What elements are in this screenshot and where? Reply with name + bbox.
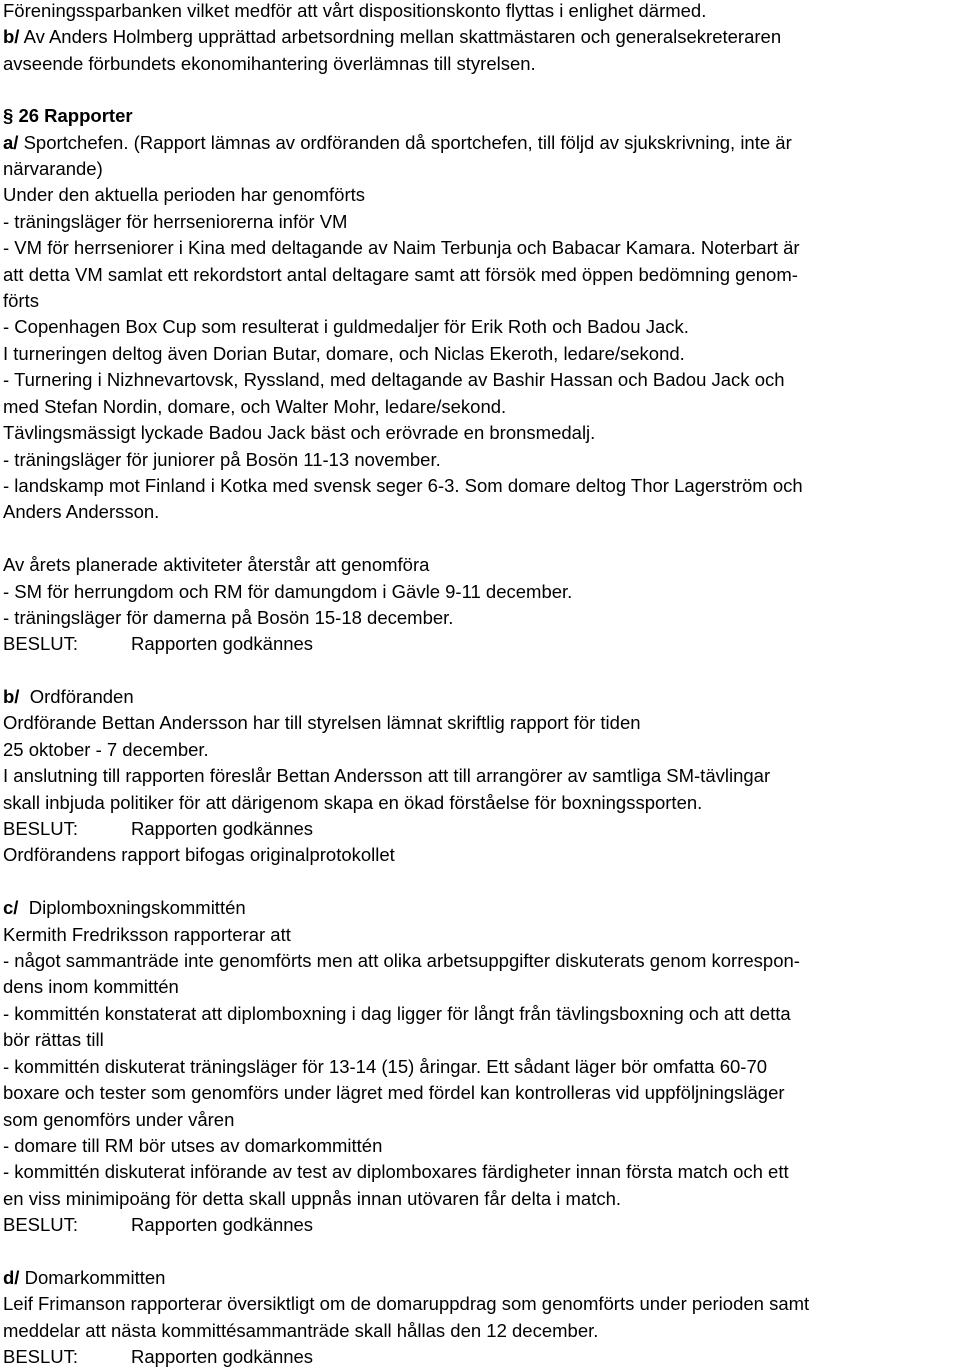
decision-label: BESLUT: [3,1346,79,1367]
decision-text: Rapporten godkännes [131,1214,314,1235]
text-line: - Copenhagen Box Cup som resulterat i guldmedaljer för Erik Roth och Badou Jack. [3,316,689,337]
text-line: Under den aktuella perioden har genomförts [3,184,366,205]
text-line: närvarande) [3,158,103,179]
decision-text: Rapporten godkännes [131,1346,314,1367]
text-line: med Stefan Nordin, domare, och Walter Mohr, ledare/sekond. [3,396,507,417]
item-title: Sportchefen. [18,132,129,153]
text-line [3,26,781,48]
item-text: Av Anders Holmberg upprättad arbetsordning mellan skattmästaren och generalsekreteraren [19,26,782,47]
decision-text: Rapporten godkännes [131,633,314,654]
text-line: - kommittén diskuterat införande av test av diplomboxares färdigheter innan första match och ett [3,1161,789,1182]
item-label-b: b/ [3,26,20,47]
text-line: Ordförande Bettan Andersson har till styrelsen lämnat skriftlig rapport för tiden [3,712,641,733]
item-text: (Rapport lämnas av ordföranden då sportchefen, till följd av sjukskrivning, inte är [128,132,792,153]
text-line [3,686,134,708]
text-line: meddelar att nästa kommittésammanträde skall hållas den 12 december. [3,1320,599,1341]
text-line [3,1267,165,1289]
decision-line [3,818,313,840]
text-line: - SM för herrungdom och RM för damungdom i Gävle 9-11 december. [3,581,573,602]
text-line: - VM för herrseniorer i Kina med deltagande av Naim Terbunja och Babacar Kamara. Noterbart är [3,237,800,258]
text-line: Föreningssparbanken vilket medför att vårt dispositionskonto flyttas i enlighet därmed. [3,0,707,21]
decision-label: BESLUT: [3,633,79,654]
decision-line [3,1346,313,1368]
text-line: Anders Andersson. [3,501,160,522]
text-line: Tävlingsmässigt lyckade Badou Jack bäst och erövrade en bronsmedalj. [3,422,596,443]
item-label-a: a/ [3,132,19,153]
text-line: - kommittén konstaterat att diplomboxning i dag ligger för långt från tävlingsboxning och att detta [3,1003,791,1024]
text-line: att detta VM samlat ett rekordstort antal deltagare samt att försök med öppen bedömning genom- [3,264,798,285]
item-label-c: c/ [3,897,19,918]
text-line: - träningsläger för juniorer på Bosön 11-13 november. [3,449,441,470]
text-line: Av årets planerade aktiviteter återstår att genomföra [3,554,430,575]
section-heading [3,105,133,127]
text-line: - träningsläger för herrseniorerna inför VM [3,211,348,232]
text-line [3,132,792,154]
text-line: - domare till RM bör utses av domarkommittén [3,1135,383,1156]
text-line: Leif Frimanson rapporterar översiktligt om de domaruppdrag som genomförts under perioden samt [3,1293,810,1314]
text-line: Ordförandens rapport bifogas originalprotokollet [3,844,395,865]
decision-line [3,1214,313,1236]
text-line [3,897,246,919]
text-line: förts [3,290,39,311]
text-line: bör rättas till [3,1029,104,1050]
text-line: boxare och tester som genomförs under lägret med fördel kan kontrolleras vid uppföljningsläger [3,1082,785,1103]
decision-text: Rapporten godkännes [131,818,314,839]
section-title: 26 Rapporter [18,105,133,126]
text-line: en viss minimipoäng för detta skall uppnås innan utövaren får delta i match. [3,1188,622,1209]
text-line: Kermith Fredriksson rapporterar att [3,924,291,945]
item-title: Domarkommitten [19,1267,166,1288]
text-line: skall inbjuda politiker för att därigenom skapa en ökad förståelse för boxningssporten. [3,792,703,813]
text-line: som genomförs under våren [3,1109,235,1130]
item-label-d: d/ [3,1267,20,1288]
item-title: Diplomboxningskommittén [18,897,246,918]
text-line: - Turnering i Nizhnevartovsk, Ryssland, med deltagande av Bashir Hassan och Badou Jack och [3,369,785,390]
item-title: Ordföranden [19,686,134,707]
text-line: - träningsläger för damerna på Bosön 15-18 december. [3,607,454,628]
text-line: - något sammanträde inte genomförts men att olika arbetsuppgifter diskuterats genom korrespon- [3,950,800,971]
decision-label: BESLUT: [3,818,79,839]
decision-line [3,633,313,655]
item-label-b: b/ [3,686,20,707]
text-line: avseende förbundets ekonomihantering överlämnas till styrelsen. [3,53,536,74]
text-line: I turneringen deltog även Dorian Butar, domare, och Niclas Ekeroth, ledare/sekond. [3,343,685,364]
section-mark: § [3,105,14,126]
text-line: dens inom kommittén [3,976,179,997]
text-line: - kommittén diskuterat träningsläger för 13-14 (15) åringar. Ett sådant läger bör omfatta 60-70 [3,1056,768,1077]
text-line: 25 oktober - 7 december. [3,739,209,760]
decision-label: BESLUT: [3,1214,79,1235]
text-line: I anslutning till rapporten föreslår Bettan Andersson att till arrangörer av samtliga SM-tävlingar [3,765,771,786]
text-line: - landskamp mot Finland i Kotka med svensk seger 6-3. Som domare deltog Thor Lagerström och [3,475,803,496]
